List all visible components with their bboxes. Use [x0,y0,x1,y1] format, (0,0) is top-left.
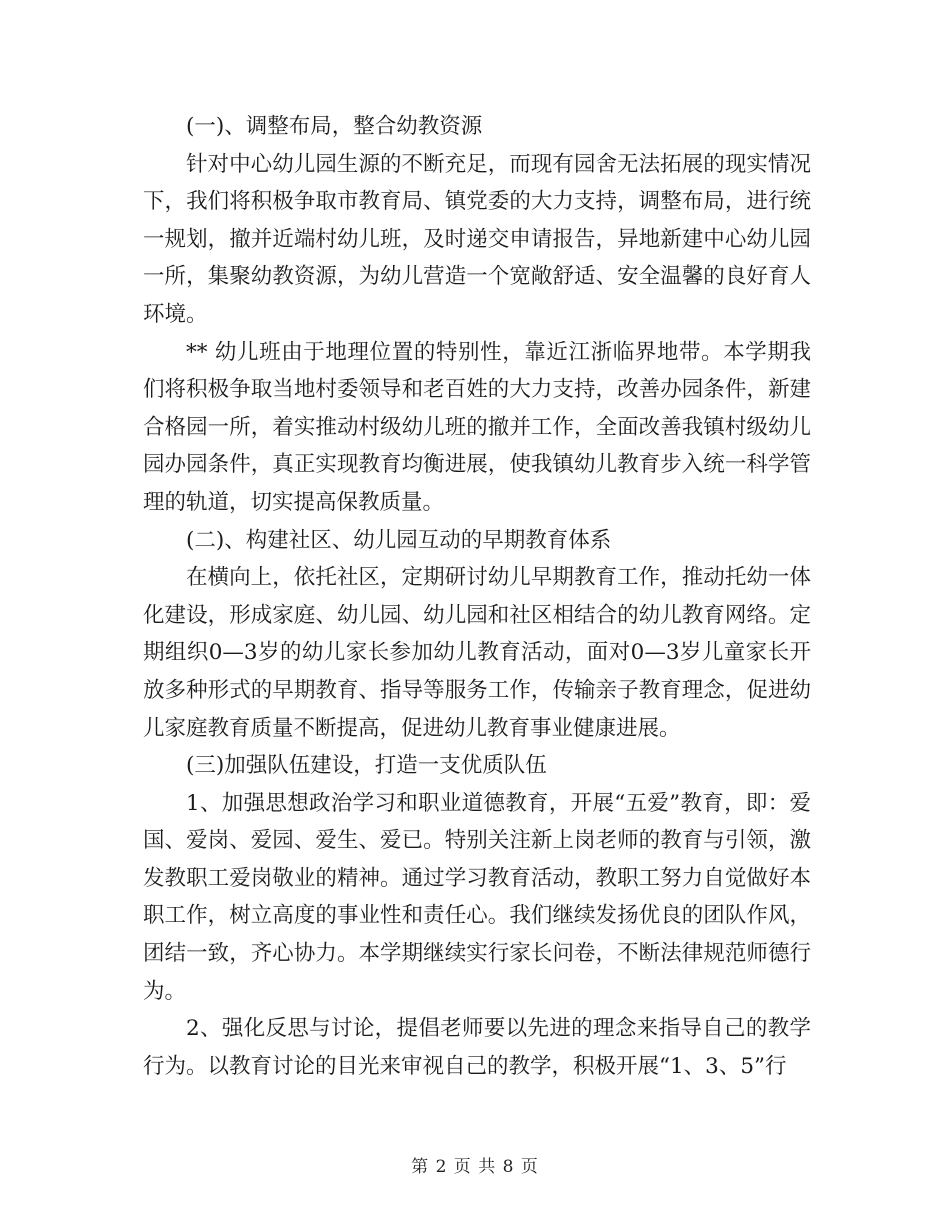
document-body [143,108,811,1085]
section-heading-1: (一)、调整布局，整合幼教资源 [186,114,483,139]
section-heading-3: (三)加强队伍建设，打造一支优质队伍 [186,753,547,779]
paragraph-2: ** 幼儿班由于地理位置的特别性，靠近江浙临界地带。本学期我们将积极争取当地村委领导和老百姓的大力支持，改善办园条件，新建合格园一所，着实推动村级幼儿班的撤并工作，全面改善我镇村级幼儿园办园条件，真正实现教育均衡进展，使我镇幼儿教育步入统一科学管理的轨道，切实提高保教质量。 [143,339,811,515]
paragraph-3: 在横向上，依托社区，定期研讨幼儿早期教育工作，推动托幼一体化建设，形成家庭、幼儿园、幼儿园和社区相结合的幼儿教育网络。定期组织0—3岁的幼儿家长参加幼儿教育活动，面对0—3岁儿童家长开放多种形式的早期教育、指导等服务工作，传输亲子教育理念，促进幼儿家庭教育质量不断提高，促进幼儿教育事业健康进展。 [143,565,811,741]
section-heading-2: (二)、构建社区、幼儿园互动的早期教育体系 [186,527,612,553]
paragraph-1: 针对中心幼儿园生源的不断充足，而现有园舍无法拓展的现实情况下，我们将积极争取市教育局、镇党委的大力支持，调整布局，进行统一规划，撤并近端村幼儿班，及时递交申请报告，异地新建中心幼儿园一所，集聚幼教资源，为幼儿营造一个宽敞舒适、安全温馨的良好育人环境。 [143,151,811,327]
paragraph-5: 2、强化反思与讨论，提倡老师要以先进的理念来指导自己的教学行为。以教育讨论的目光来审视自己的教学，积极开展“1、3、5”行 [143,1016,811,1079]
paragraph-4: 1、加强思想政治学习和职业道德教育，开展“五爱”教育，即：爱国、爱岗、爱园、爱生、爱已。特别关注新上岗老师的教育与引领，激发教职工爱岗敬业的精神。通过学习教育活动，教职工努力自觉做好本职工作，树立高度的事业性和责任心。我们继续发扬优良的团队作风，团结一致，齐心协力。本学期继续实行家长问卷，不断法律规范师德行为。 [143,790,811,1004]
page-number-footer: 第 2 页 共 8 页 [411,1157,539,1177]
